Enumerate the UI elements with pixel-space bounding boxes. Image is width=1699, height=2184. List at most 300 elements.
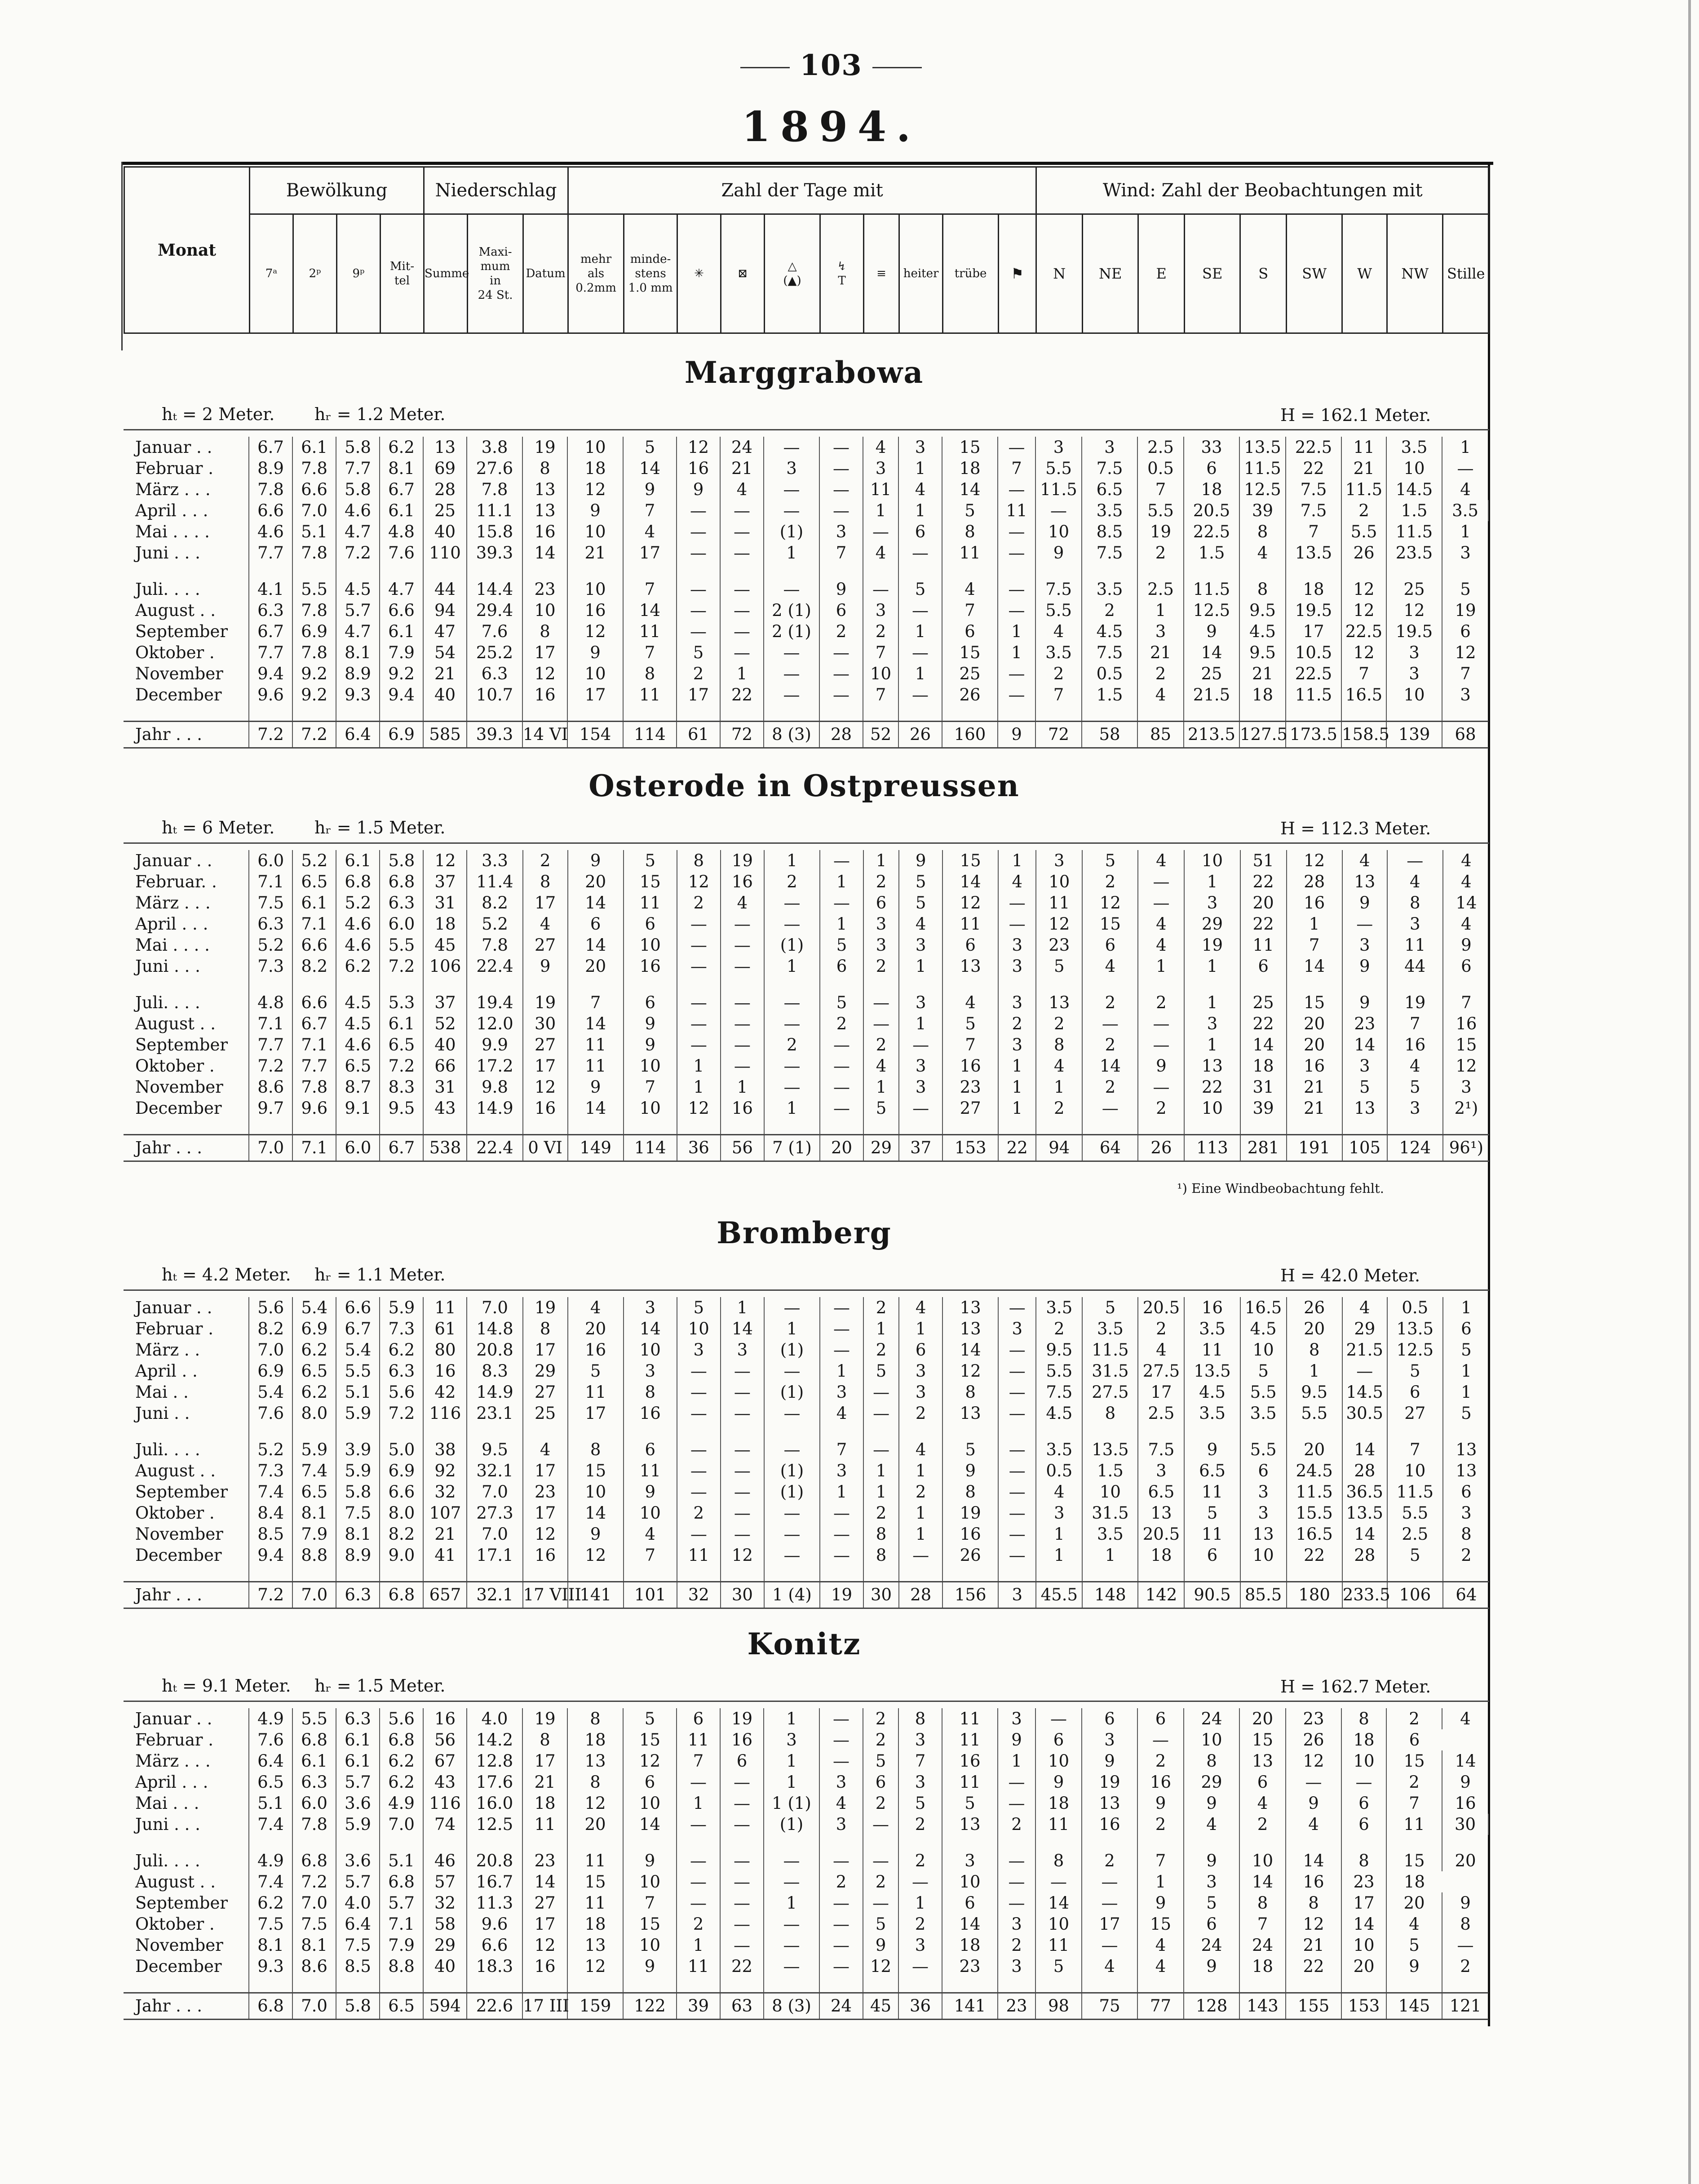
table-cell: 51 <box>1240 850 1287 871</box>
table-cell: — <box>721 1013 764 1034</box>
table-cell: — <box>721 913 764 935</box>
table-cell: 6 <box>1442 621 1488 642</box>
table-cell: 4.6 <box>336 913 380 935</box>
table-cell: 5.7 <box>336 1772 380 1793</box>
gap-cell <box>720 1835 764 1850</box>
table-cell: 16 <box>677 458 720 479</box>
table-cell: 20.8 <box>467 1850 522 1871</box>
table-cell: 3 <box>1386 642 1442 663</box>
table-row <box>124 1502 1489 1524</box>
table-cell: 12 <box>1286 1750 1341 1772</box>
gap-cell <box>677 1566 721 1582</box>
table-cell: 233.5 <box>1342 1582 1387 1608</box>
table-cell: 18 <box>1386 1871 1442 1892</box>
table-cell: 14.4 <box>467 579 522 600</box>
table-cell: 6.8 <box>249 1993 292 2020</box>
table-cell: 20 <box>568 956 624 977</box>
table-cell: 1 <box>998 1750 1035 1772</box>
table-cell: 6.0 <box>249 850 292 871</box>
table-cell: 6.6 <box>292 935 336 956</box>
table-cell: 6.5 <box>249 1772 292 1793</box>
table-cell: 20 <box>1341 1956 1386 1977</box>
table-cell: 8.2 <box>249 1318 292 1339</box>
table-cell: — <box>764 1013 820 1034</box>
month-label: Februar . <box>135 1319 214 1338</box>
table-cell: 6.6 <box>380 1481 423 1502</box>
table-cell: 14 <box>623 600 677 621</box>
table-cell: 1.5 <box>1082 684 1137 705</box>
gap-cell <box>998 977 1036 992</box>
table-cell: 1 <box>764 1750 819 1772</box>
table-cell: — <box>764 1076 820 1098</box>
table-cell: 1 <box>721 1297 764 1318</box>
table-row <box>124 684 1489 705</box>
table-cell: 3.5 <box>1082 579 1137 600</box>
table-row <box>124 1013 1489 1034</box>
gap-cell <box>467 1977 522 1993</box>
table-cell: 6.8 <box>380 1729 423 1750</box>
table-cell: 14 <box>623 1814 677 1835</box>
table-cell: 148 <box>1082 1582 1138 1608</box>
table-cell: 27.3 <box>467 1502 522 1524</box>
table-cell: — <box>764 1956 819 1977</box>
table-cell: 9 <box>623 479 677 500</box>
table-cell: 25 <box>423 500 467 521</box>
table-cell: 46 <box>423 1850 467 1871</box>
table-cell: 13 <box>423 437 467 458</box>
table-cell: 7.5 <box>336 1935 380 1956</box>
table-cell: 14 <box>942 1914 998 1935</box>
table-cell: — <box>1138 871 1184 892</box>
table-cell: 9.0 <box>380 1545 423 1566</box>
table-row <box>124 1439 1489 1460</box>
row-gap <box>124 1424 1489 1439</box>
table-cell: 116 <box>423 1403 467 1424</box>
table-cell: 7 <box>942 1034 998 1055</box>
table-cell: 23 <box>522 579 567 600</box>
table-cell: 13 <box>522 500 567 521</box>
table-cell: 5.6 <box>380 1382 423 1403</box>
table-cell: 23 <box>1036 935 1082 956</box>
gap-cell <box>998 1566 1036 1582</box>
gap-cell <box>942 705 998 722</box>
table-cell: 7.5 <box>1286 479 1341 500</box>
header-wind-col: NW <box>1387 214 1443 333</box>
table-cell: 7 <box>1386 1793 1442 1814</box>
table-cell: 2 <box>1082 1850 1137 1871</box>
table-cell: 3 <box>764 458 819 479</box>
table-cell: 1 <box>677 1055 721 1076</box>
table-cell: 5 <box>899 871 942 892</box>
table-cell: 10 <box>1184 1098 1240 1119</box>
table-cell: 9 <box>1184 1439 1240 1460</box>
column-header <box>124 166 1490 334</box>
table-cell: 9.5 <box>1239 642 1286 663</box>
table-cell: 145 <box>1386 1993 1442 2020</box>
table-cell: 2 <box>1442 1956 1488 1977</box>
table-cell: 8 <box>623 663 677 684</box>
table-cell: 26 <box>1138 1135 1184 1161</box>
table-cell: 20 <box>1442 1850 1488 1871</box>
table-cell: 29 <box>1184 913 1240 935</box>
table-cell: 6 <box>1341 1814 1386 1835</box>
table-cell: 8 <box>523 1318 568 1339</box>
table-cell: 6.4 <box>249 1750 292 1772</box>
table-cell: 114 <box>623 722 677 748</box>
table-cell: (1) <box>764 935 820 956</box>
table-cell: 1 <box>863 500 898 521</box>
table-cell: — <box>819 1892 863 1914</box>
month-label: November <box>135 1524 223 1544</box>
table-cell: 16 <box>567 600 623 621</box>
table-cell: 10 <box>1035 1914 1082 1935</box>
table-cell: 7.1 <box>249 871 292 892</box>
gap-cell <box>1036 977 1082 992</box>
table-cell: 18 <box>1035 1793 1082 1814</box>
table-cell: 8 <box>568 1439 624 1460</box>
table-cell: — <box>819 1750 863 1772</box>
table-cell: 9.5 <box>1036 1339 1082 1360</box>
table-cell: 16 <box>1184 1297 1240 1318</box>
table-cell: 5 <box>1342 1076 1387 1098</box>
year-total-row <box>124 1582 1489 1608</box>
table-cell: — <box>677 500 720 521</box>
table-cell: 1 <box>1082 1545 1138 1566</box>
table-cell: — <box>998 1793 1035 1814</box>
table-cell: 141 <box>942 1993 998 2020</box>
gap-cell <box>423 977 467 992</box>
table-cell: 6.6 <box>292 479 336 500</box>
table-cell: 17 <box>568 1403 624 1424</box>
table-cell: 26 <box>942 684 998 705</box>
table-cell: 3 <box>863 935 899 956</box>
table-cell: 5.5 <box>1240 1382 1287 1403</box>
gap-cell <box>1138 1424 1184 1439</box>
table-cell: 7.8 <box>292 458 336 479</box>
table-cell: 17 <box>523 1502 568 1524</box>
table-cell: 154 <box>567 722 623 748</box>
table-cell: 9.5 <box>467 1439 522 1460</box>
table-cell: 9 <box>568 1524 624 1545</box>
table-cell: 3.5 <box>1035 642 1082 663</box>
table-cell: 8.8 <box>380 1956 423 1977</box>
table-cell: 7.1 <box>380 1914 423 1935</box>
table-cell: 11 <box>998 500 1035 521</box>
table-cell: 28 <box>1342 1545 1387 1566</box>
table-cell: — <box>677 1403 721 1424</box>
table-cell: 22 <box>1240 913 1287 935</box>
gap-cell <box>1082 977 1138 992</box>
table-cell: 23 <box>998 1993 1035 2020</box>
table-cell: 16.5 <box>1240 1297 1287 1318</box>
table-cell: 143 <box>1239 1993 1286 2020</box>
table-cell: — <box>677 992 721 1013</box>
table-cell: 6.3 <box>380 892 423 913</box>
table-cell: 61 <box>423 1318 467 1339</box>
gap-cell <box>1240 1566 1287 1582</box>
table-cell: 1 <box>820 1360 863 1382</box>
table-cell: 6 <box>1443 956 1489 977</box>
table-cell: — <box>677 1013 721 1034</box>
table-cell: 10 <box>677 1318 721 1339</box>
table-cell: 6.8 <box>292 1850 336 1871</box>
table-cell: — <box>721 992 764 1013</box>
table-cell: 16 <box>522 1956 567 1977</box>
table-row <box>124 663 1489 684</box>
table-cell: 9 <box>1286 1793 1341 1814</box>
table-cell: 1 <box>677 1076 721 1098</box>
table-cell: 9 <box>568 1076 624 1098</box>
table-cell: — <box>721 1439 764 1460</box>
table-cell: 6.3 <box>336 1582 380 1608</box>
table-cell: 3.5 <box>1036 1439 1082 1460</box>
table-cell: 7 <box>863 642 898 663</box>
table-cell: 1 <box>998 1098 1036 1119</box>
gap-cell <box>1387 1424 1443 1439</box>
table-cell: 6 <box>899 1339 942 1360</box>
table-cell: 11 <box>623 621 677 642</box>
table-cell: 3 <box>898 1935 942 1956</box>
table-cell: 20 <box>567 1814 623 1835</box>
table-cell: 13 <box>1443 1460 1489 1481</box>
table-cell: 6.8 <box>380 1582 423 1608</box>
table-cell: 16 <box>522 684 567 705</box>
gap-cell <box>677 1977 720 1993</box>
table-cell: 8 <box>1442 1914 1488 1935</box>
table-cell: 1 <box>764 1708 819 1729</box>
header-wind-col: NE <box>1083 214 1138 333</box>
table-cell: — <box>898 1871 942 1892</box>
station-title: Osterode in Ostpreussen <box>588 768 1020 803</box>
table-cell: 8.1 <box>249 1935 292 1956</box>
table-cell: 7 <box>1387 1439 1443 1460</box>
table-cell: 15 <box>624 871 677 892</box>
table-cell: 6.7 <box>249 621 292 642</box>
table-cell: 11 <box>942 1772 998 1793</box>
table-row <box>124 1524 1489 1545</box>
table-cell: 58 <box>1082 722 1137 748</box>
table-cell: 7.5 <box>249 892 292 913</box>
station-elevation: H = 42.0 Meter. <box>1280 1266 1420 1285</box>
gap-cell <box>1239 705 1286 722</box>
table-cell: 6.5 <box>292 1481 336 1502</box>
table-cell: 9.2 <box>292 663 336 684</box>
table-cell: 4 <box>523 913 568 935</box>
table-cell: 11 <box>942 1729 998 1750</box>
table-cell: — <box>863 992 899 1013</box>
table-cell: 9 <box>677 479 720 500</box>
table-cell: 4.9 <box>249 1850 292 1871</box>
row-gap <box>124 1977 1489 1993</box>
table-cell: (1) <box>764 1382 820 1403</box>
gap-cell <box>1184 1977 1239 1993</box>
table-cell: 6.8 <box>292 1729 336 1750</box>
table-cell: 3 <box>998 1914 1035 1935</box>
table-cell: 8.2 <box>380 1524 423 1545</box>
gap-cell <box>292 705 336 722</box>
table-cell: 5.1 <box>292 521 336 542</box>
table-cell: 16 <box>523 1545 568 1566</box>
table-cell: 22.5 <box>1286 437 1341 458</box>
table-cell: 24 <box>819 1993 863 2020</box>
table-cell: 6.1 <box>336 1750 380 1772</box>
table-cell: 6.8 <box>380 871 423 892</box>
table-cell: 7.8 <box>292 600 336 621</box>
table-cell: 19.5 <box>1286 600 1341 621</box>
table-cell: 18 <box>1341 1729 1386 1750</box>
table-cell: 14 <box>623 458 677 479</box>
table-cell: 9 <box>623 1850 677 1871</box>
gap-cell <box>898 1977 942 1993</box>
station-table <box>124 850 1489 1162</box>
table-cell: 43 <box>423 1098 467 1119</box>
table-cell: — <box>677 600 720 621</box>
gap-cell <box>423 1119 467 1135</box>
gap-cell <box>124 977 249 992</box>
table-cell: 5 <box>1443 1339 1489 1360</box>
table-cell: 5.2 <box>336 892 380 913</box>
table-cell: 11 <box>1036 892 1082 913</box>
table-cell: — <box>820 1524 863 1545</box>
table-cell: 17 <box>522 642 567 663</box>
table-cell: 64 <box>1082 1135 1138 1161</box>
table-cell: 22.5 <box>1286 663 1341 684</box>
table-cell: 141 <box>568 1582 624 1608</box>
table-cell: 8 <box>1443 1524 1489 1545</box>
table-cell: 5 <box>1386 1935 1442 1956</box>
gap-cell <box>677 1835 720 1850</box>
section-rule <box>124 429 1489 430</box>
table-row <box>124 1956 1489 1977</box>
table-cell: 45 <box>863 1993 898 2020</box>
table-row <box>124 850 1489 871</box>
gap-cell <box>292 1977 336 1993</box>
gap-cell <box>677 563 720 579</box>
table-left-rule <box>121 162 123 350</box>
table-cell: 6.1 <box>292 892 336 913</box>
table-cell: 14 <box>568 1098 624 1119</box>
table-cell: 14 <box>1035 1892 1082 1914</box>
table-cell: 6 <box>1184 458 1239 479</box>
table-cell: 10 <box>1184 1729 1239 1750</box>
table-cell: 13 <box>942 1318 998 1339</box>
table-cell: 12 <box>567 1956 623 1977</box>
table-cell: 10 <box>1184 850 1240 871</box>
table-cell: (1) <box>764 1481 820 1502</box>
table-cell: 1.5 <box>1184 542 1239 563</box>
table-cell: 7.6 <box>467 621 522 642</box>
table-cell: 5 <box>1082 1297 1138 1318</box>
table-cell: 7.5 <box>1082 642 1137 663</box>
table-cell: 12 <box>1287 850 1342 871</box>
table-cell: — <box>720 521 764 542</box>
gap-cell <box>1082 1119 1138 1135</box>
table-cell: 12.5 <box>467 1814 522 1835</box>
table-cell: 5.8 <box>336 437 380 458</box>
table-cell: 16 <box>522 521 567 542</box>
table-cell: 67 <box>423 1750 467 1772</box>
table-cell: 20 <box>1287 1034 1342 1055</box>
table-cell: 17 <box>1082 1914 1137 1935</box>
table-cell: 7.7 <box>249 1034 292 1055</box>
gap-cell <box>1386 705 1442 722</box>
gap-cell <box>292 1424 336 1439</box>
table-cell: 4.7 <box>380 579 423 600</box>
table-cell: 1.5 <box>1082 1460 1138 1481</box>
table-cell: 4.7 <box>336 621 380 642</box>
table-cell: 37 <box>423 992 467 1013</box>
month-label: März . . <box>135 1340 200 1360</box>
table-cell: 5.5 <box>1240 1439 1287 1460</box>
gap-cell <box>249 563 292 579</box>
gap-cell <box>249 1835 292 1850</box>
table-cell: 16 <box>720 1729 764 1750</box>
month-label: December <box>135 1957 222 1976</box>
table-cell: 8 <box>942 521 998 542</box>
gap-cell <box>1286 1835 1341 1850</box>
table-cell: 3.3 <box>467 850 522 871</box>
table-cell: 6 <box>1184 1914 1239 1935</box>
table-cell: 12 <box>1386 600 1442 621</box>
table-cell: 6.0 <box>336 1135 380 1161</box>
table-cell: 29 <box>1184 1772 1239 1793</box>
table-cell: 39 <box>1240 1098 1287 1119</box>
table-cell: 7 <box>1442 663 1488 684</box>
month-label: März . . . <box>135 1751 211 1771</box>
header-tage-col: ≡ <box>864 214 899 333</box>
table-cell: — <box>677 621 720 642</box>
row-gap <box>124 1566 1489 1582</box>
table-cell: 11.5 <box>1387 1481 1443 1502</box>
gap-cell <box>899 1424 942 1439</box>
table-cell: 5.1 <box>249 1793 292 1814</box>
table-cell: 44 <box>423 579 467 600</box>
table-cell: 66 <box>423 1055 467 1076</box>
table-row <box>124 1729 1489 1750</box>
table-cell: 1 <box>998 621 1035 642</box>
table-cell: 1 <box>764 850 820 871</box>
gap-cell <box>1240 1119 1287 1135</box>
table-cell: 9.4 <box>249 663 292 684</box>
table-cell: 5.5 <box>380 935 423 956</box>
table-cell: 7.0 <box>292 500 336 521</box>
table-cell: 3 <box>1184 1013 1240 1034</box>
table-cell: 5.9 <box>380 1297 423 1318</box>
table-cell: — <box>820 1034 863 1055</box>
table-cell: 11.5 <box>1287 1481 1342 1502</box>
table-cell: 1 <box>1137 600 1184 621</box>
table-cell: 4.5 <box>1184 1382 1240 1403</box>
table-cell: 21 <box>1341 458 1386 479</box>
station-title: Marggrabowa <box>684 355 924 390</box>
table-cell: 12 <box>523 1524 568 1545</box>
gap-cell <box>1240 1424 1287 1439</box>
table-cell: 23 <box>1342 1013 1387 1034</box>
table-cell: 6 <box>1443 1481 1489 1502</box>
header-tage-col: minde- stens 1.0 mm <box>624 214 677 333</box>
table-cell: 7.0 <box>292 1582 336 1608</box>
header-tage-col: ⚑ <box>999 214 1036 333</box>
table-cell: 7.3 <box>380 1318 423 1339</box>
table-cell: 4 <box>721 892 764 913</box>
header-tage-col: mehr als 0.2mm <box>568 214 624 333</box>
table-cell: 5 <box>623 437 677 458</box>
table-cell: 1 <box>899 1502 942 1524</box>
table-row <box>124 956 1489 977</box>
gap-cell <box>292 977 336 992</box>
header-tage-col: heiter <box>899 214 943 333</box>
table-row <box>124 1850 1489 1871</box>
